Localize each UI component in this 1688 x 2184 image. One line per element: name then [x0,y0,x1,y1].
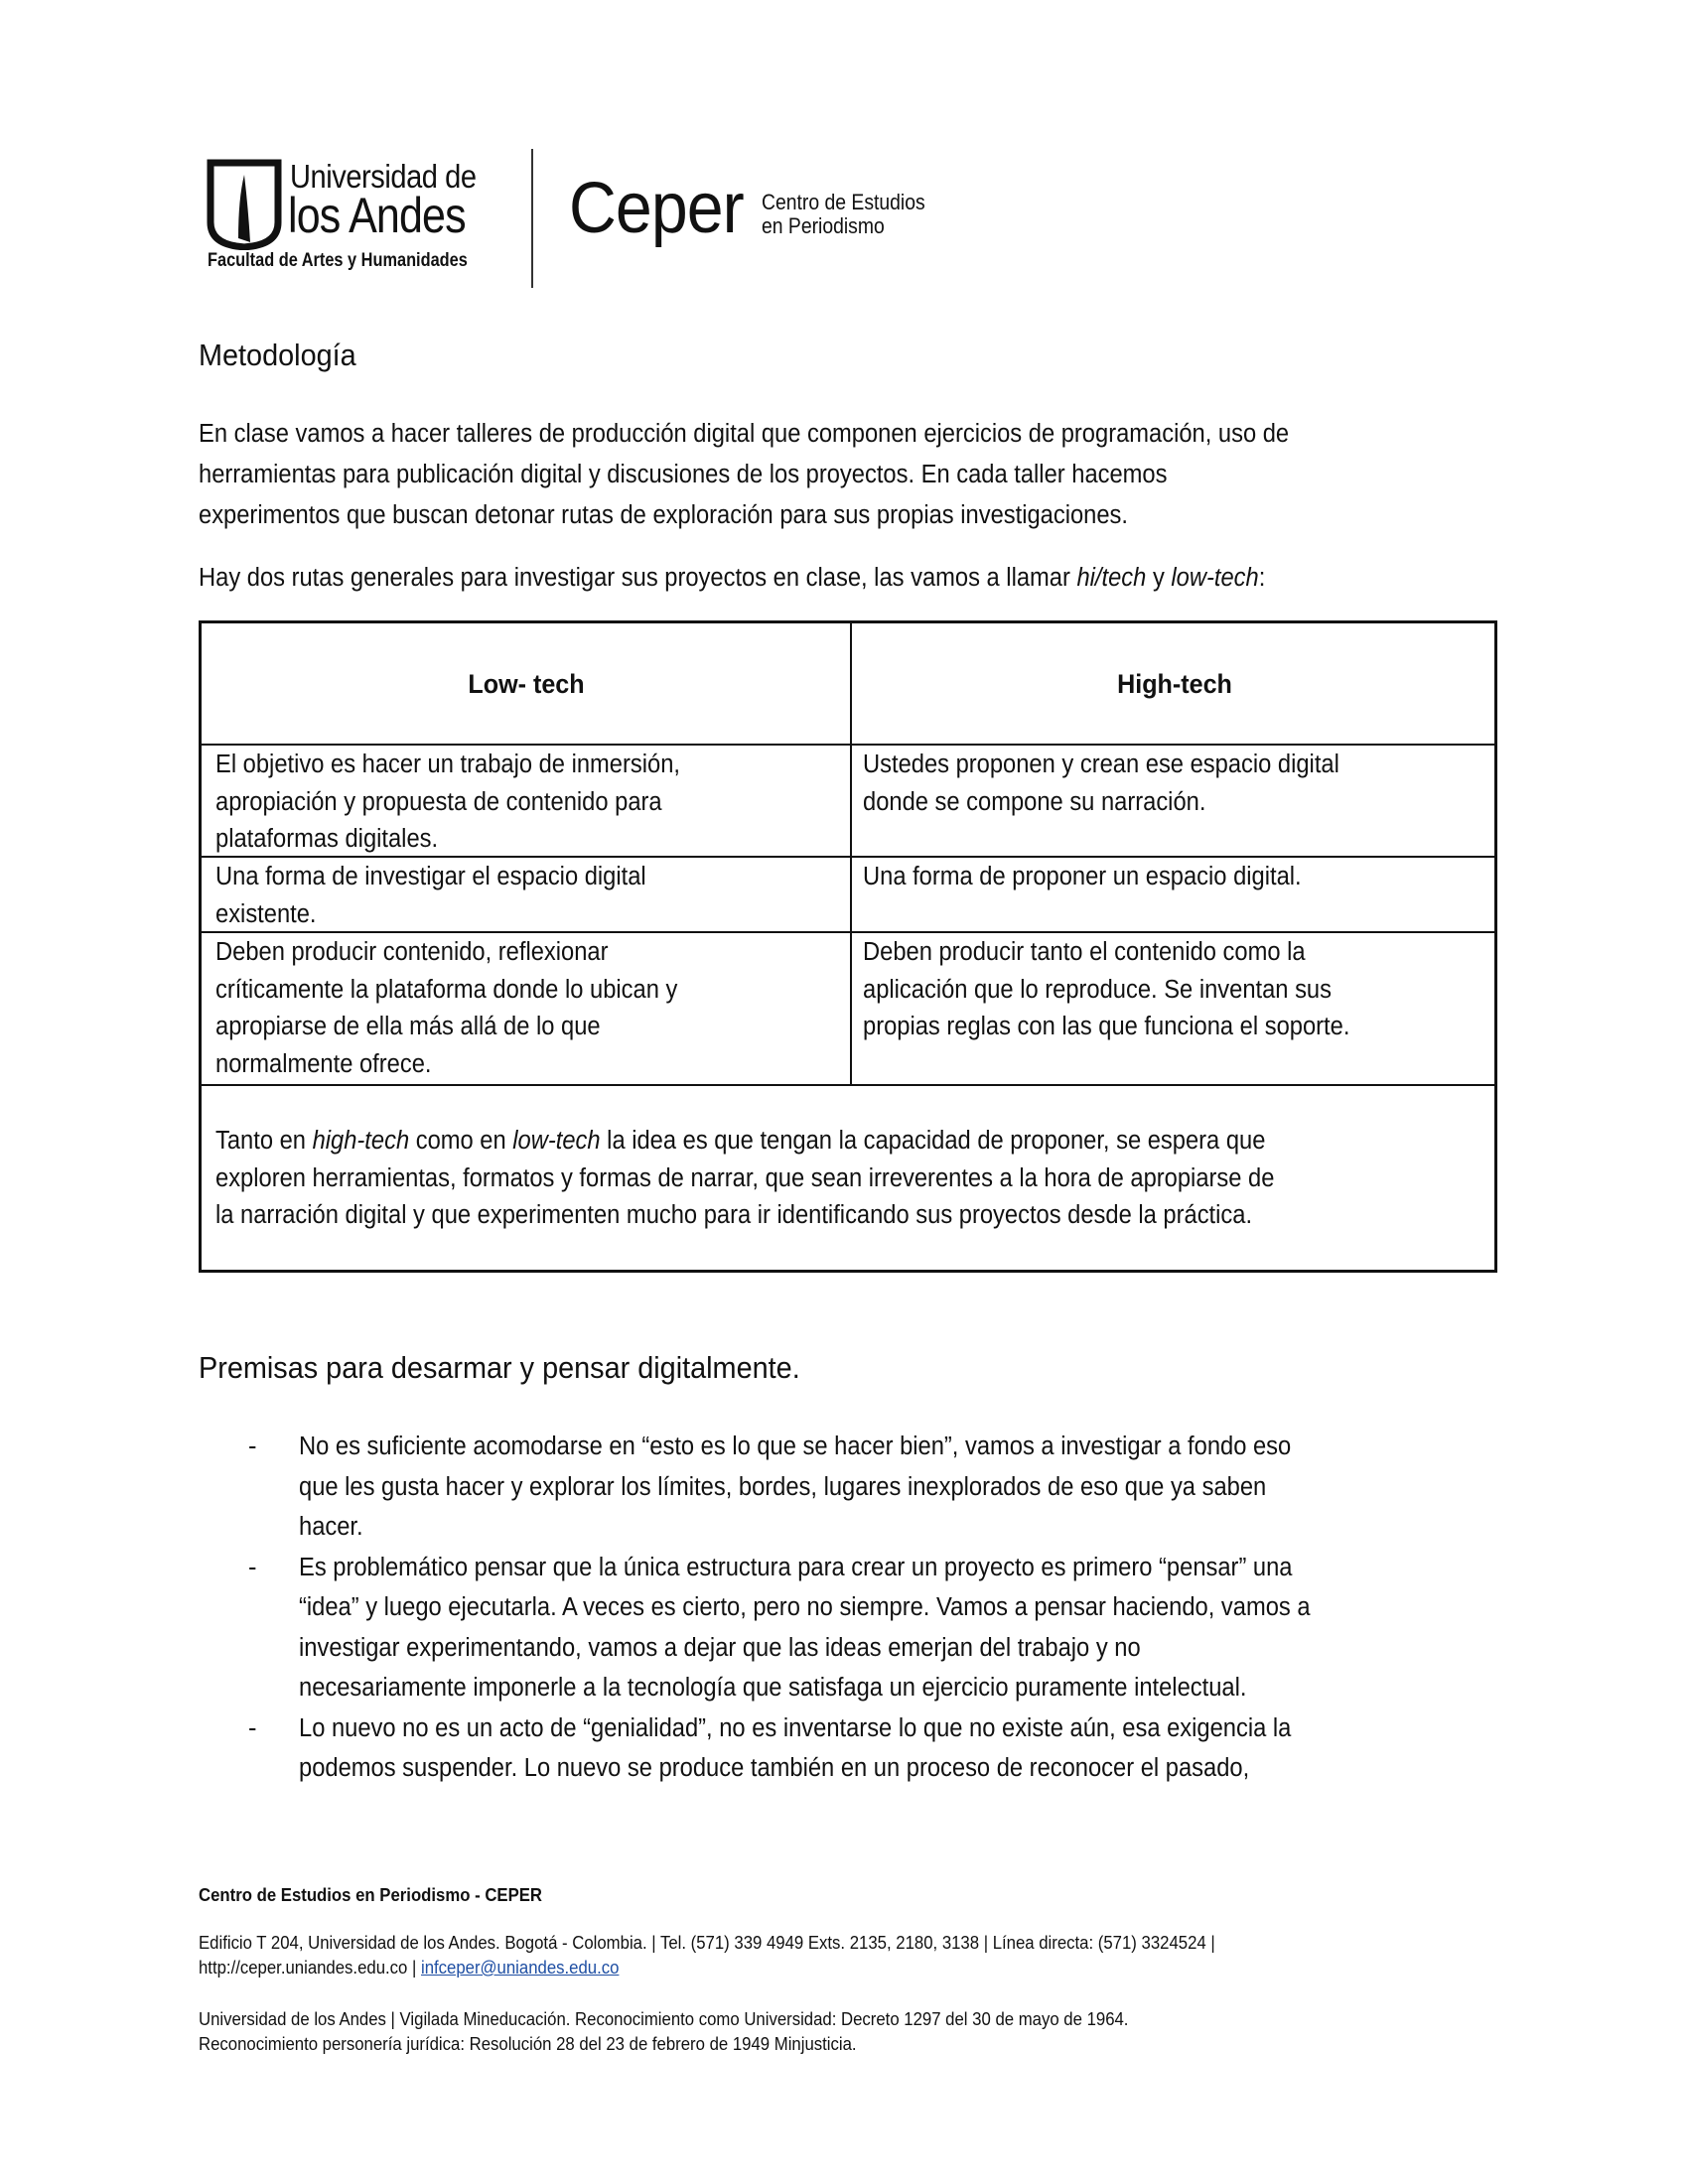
bullet-dash: - [248,1433,257,1460]
bullet-dash: - [248,1713,257,1742]
premisas-list [199,1427,1509,1789]
intro-line: herramientas para publicación digital y discusiones de los proyectos. En cada taller hacemos [199,461,1168,488]
list-item: - Es problemático pensar que la única estructura para crear un proyecto es primero “pensar” una “idea” y luego ejecutarla. A veces es cierto, pero no siempre. Vamos a pensar haciendo, vamos a investigar experimentando, vamos a dejar que las ideas emerjan del trabajo y no necesariamente imponerle a la tecnología que satisfaga un ejercicio puramente intelectual. [199,1548,1509,1708]
routes-paragraph: Hay dos rutas generales para investigar sus proyectos en clase, las vamos a llamar hi/tech y low-tech: [199,564,1266,592]
footer-title: Centro de Estudios en Periodismo - CEPER [199,1885,543,1905]
header-low-tech: Low- tech [468,669,585,699]
section-title-metodologia: Metodología [199,338,356,372]
table-cell-high: Deben producir tanto el contenido como la aplicación que lo reproduce. Se inventan sus propias reglas con las que funciona el soporte. [863,938,1350,1040]
table-cell-high: Ustedes proponen y crean ese espacio digital donde se compone su narración. [863,751,1339,816]
footer-links: http://ceper.uniandes.edu.co | infceper@uniandes.edu.co [199,1958,620,1978]
ceper-wordmark: Ceper [569,169,744,248]
ceper-subtitle-line1: Centro de Estudios [762,190,925,214]
university-name-line2: los Andes [288,188,466,243]
row-divider [202,744,1494,746]
footer-address: Edificio T 204, Universidad de los Andes. Bogotá - Colombia. | Tel. (571) 339 4949 Exts. 2135, 2180, 3138 | Línea directa: (571) 3324524 | [199,1933,1215,1953]
table-cell-low: El objetivo es hacer un trabajo de inmersión, apropiación y propuesta de contenido para plataformas digitales. [215,751,680,853]
bullet-dash: - [248,1553,257,1581]
hi-tech-term: hi/tech [1076,564,1147,592]
university-name-line1: Universidad de [290,158,477,195]
logo-divider [531,149,533,288]
ceper-subtitle-line2: en Periodismo [762,213,885,238]
section-title-premisas: Premisas para desarmar y pensar digitalmente. [199,1350,800,1385]
email-link[interactable]: infceper@uniandes.edu.co [420,1958,620,1978]
row-divider [202,1084,1494,1086]
table-cell-low: Una forma de investigar el espacio digital existente. [215,863,646,928]
list-item: - No es suficiente acomodarse en “esto es lo que se hacer bien”, vamos a investigar a fondo eso que les gusta hacer y explorar los límites, bordes, lugares inexplorados de eso que ya saben hacer. [199,1427,1509,1548]
comparison-table [199,620,1497,1273]
university-crest-icon [205,159,284,250]
website-link[interactable]: http://ceper.uniandes.edu.co [199,1958,408,1978]
footer-legal-line1: Universidad de los Andes | Vigilada Mineducación. Reconocimiento como Universidad: Decreto 1297 del 30 de mayo de 1964. [199,2009,1129,2029]
header-high-tech: High-tech [1117,669,1232,699]
table-summary: Tanto en high-tech como en low-tech la idea es que tengan la capacidad de proponer, se espera que exploren herramientas, formatos y formas de narrar, que sean irreverentes a la hora de apropiarse de la narración digital y que experimenten mucho para ir identificando sus proyectos desde la práctica. [215,1127,1275,1229]
table-cell-low: Deben producir contenido, reflexionar críticamente la plataforma donde lo ubican y apropiarse de ella más allá de lo que normalmente ofrece. [215,938,678,1078]
list-item: - Lo nuevo no es un acto de “genialidad”, no es inventarse lo que no existe aún, esa exigencia la podemos suspender. Lo nuevo se produce también en un proceso de reconocer el pasado, [199,1708,1509,1789]
low-tech-term: low-tech [1171,564,1259,592]
intro-paragraph [199,414,1418,536]
table-cell-high: Una forma de proponer un espacio digital. [863,863,1302,890]
faculty-name: Facultad de Artes y Humanidades [208,250,468,271]
column-divider [850,623,852,1086]
footer-legal-line2: Reconocimiento personería jurídica: Resolución 28 del 23 de febrero de 1949 Minjusticia. [199,2034,857,2054]
intro-line: experimentos que buscan detonar rutas de exploración para sus propias investigaciones. [199,501,1129,529]
intro-line: En clase vamos a hacer talleres de producción digital que componen ejercicios de programación, uso de [199,420,1290,448]
